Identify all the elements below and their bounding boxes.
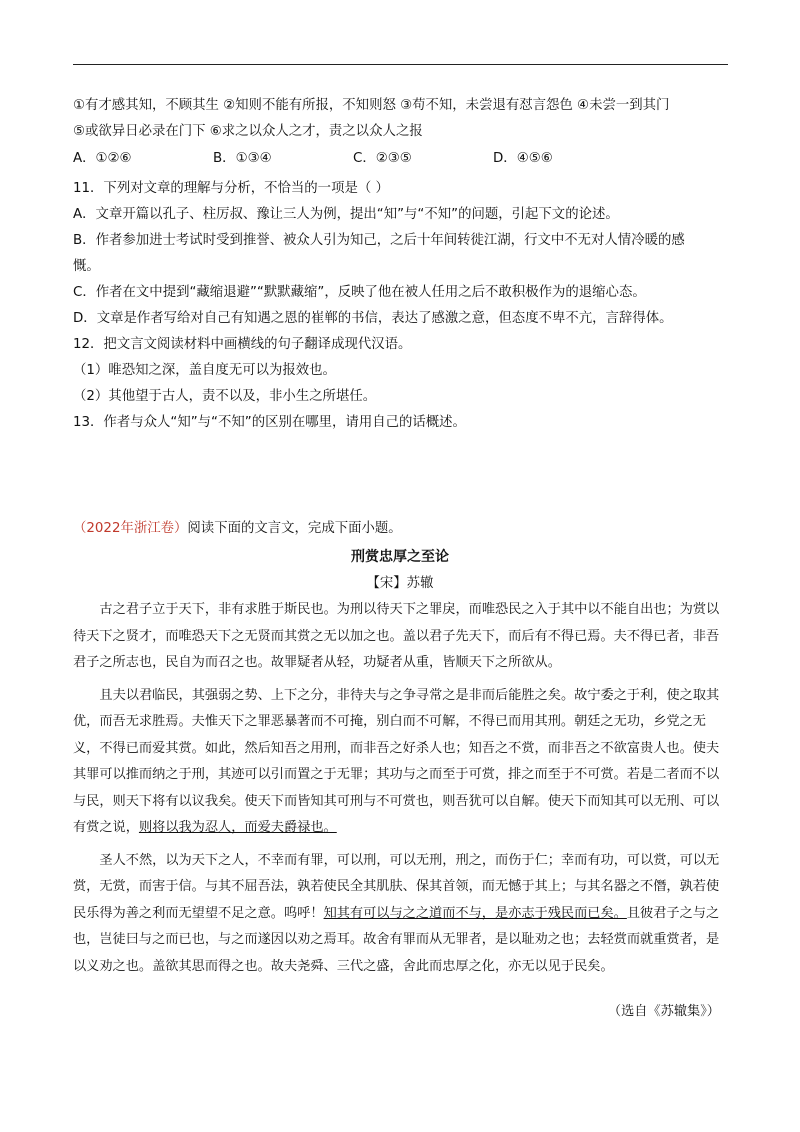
q11-option-a: A．文章开篇以孔子、柱厉叔、豫让三人为例，提出“知”与“不知”的问题，引起下文的论述。 — [73, 207, 619, 222]
passage-paragraph-3 — [73, 848, 728, 981]
question-12 — [73, 334, 728, 407]
q10-line-1: ①有才感其知，不顾其生 ②知则不能有所报，不知则怒 ③苟不知，未尝退有怼言怨色 ④未尝一到其门 — [73, 98, 670, 113]
q11-stem: 11．下列对文章的理解与分析，不恰当的一项是（ ） — [73, 181, 389, 196]
q11-option-d: D．文章是作者写给对自己有知遇之恩的崔郸的书信，表达了感激之意，但态度不卑不亢，言辞得体。 — [73, 311, 673, 326]
question-10-choices — [73, 95, 728, 169]
underlined-sentence-2: 知其有可以与之之道而不与，是亦志于残民而已矣。 — [323, 905, 627, 921]
q10-option-b: B．①③④ — [213, 151, 272, 166]
passage-title: 刑赏忠厚之至论 — [351, 549, 449, 565]
passage-paragraph-1: 古之君子立于天下，非有求胜于斯民也。为刑以待天下之罪戾，而唯恐民之入于其中以不能自出也；为赏以待天下之贤才，而唯恐天下之无贤而其赏之无以加之也。盖以君子先天下，而后有不得已焉。夫不得已者，非吾君子之所志也，民自为而召之也。故罪疑者从轻，功疑者从重，皆顺天下之所欲从。 — [73, 602, 720, 670]
q12-sentence-1: （1）唯恐知之深，盖自度无可以为报效也。 — [73, 363, 336, 378]
q11-option-b-line2: 慨。 — [73, 259, 100, 274]
question-11 — [73, 178, 728, 329]
question-13 — [73, 412, 728, 433]
p3-text-b: 且彼君子之与之也，岂徒曰与之而已也，与之而遂因以劝之焉耳。故舍有罪而从无罪者，是以耻劝之也；去轻赏而就重赏者，是以义劝之也。盖欲其思而得之也。故夫尧舜、三代之盛，舍此而忠厚之化，亦无以见于民矣。 — [73, 905, 720, 974]
intro-text: 阅读下面的文言文，完成下面小题。 — [187, 521, 402, 536]
p2-text: 且夫以君临民，其强弱之势、上下之分，非待夫与之争寻常之是非而后能胜之矣。故宁委之于利，使之取其优，而吾无求胜焉。夫惟天下之罪恶暴著而不可掩，别白而不可解，不得已而用其刑。朝廷之无功，乡党之无义，不得已而爱其赏。如此，然后知吾之用刑，而非吾之好杀人也；知吾之不赏，而非吾之不欲富贵人也。使夫其罪可以推而纳之于刑，其迹可以引而置之于无罪；其功与之而至于可赏，排之而至于不可赏。若是二者而不以与民，则天下将有以议我矣。使天下而皆知其可刑与不可赏也，则吾犹可以自解。使天下而知其可以无刑、可以有赏之说， — [73, 687, 720, 835]
p3-text-a: 圣人不然，以为天下之人，不幸而有罪，可以刑，可以无刑，刑之，而伤于仁；幸而有功，可以赏，可以无赏，无赏，而害于信。与其不屈吾法，孰若使民全其肌肤、保其首领，而无憾于其上；与其名器之不僭，孰若使民乐得为善之利而无望望不足之意。呜呼！ — [73, 852, 720, 921]
passage-paragraph-2 — [73, 683, 728, 842]
passage-reference: （选自《苏辙集》） — [607, 1004, 720, 1019]
header-rule — [73, 64, 728, 65]
passage-author: 【宋】苏辙 — [366, 576, 434, 591]
underlined-sentence-1: 则将以我为忍人，而爱夫爵禄也。 — [138, 820, 337, 835]
exam-source: （2022年浙江卷） — [73, 521, 188, 536]
q10-option-d: D．④⑤⑥ — [493, 151, 553, 166]
q10-option-c: C．②③⑤ — [353, 151, 412, 166]
passage-body — [73, 597, 728, 986]
q11-option-b-line1: B．作者参加进士考试时受到推誉、被众人引为知己，之后十年间转徙江湖，行文中不无对人情冷暖的感 — [73, 233, 685, 248]
q12-stem: 12．把文言文阅读材料中画横线的句子翻译成现代汉语。 — [73, 337, 412, 352]
q10-line-2: ⑤或欲异日必录在门下 ⑥求之以众人之才，责之以众人之报 — [73, 124, 423, 139]
q12-sentence-2: （2）其他望于古人，责不以及，非小生之所堪任。 — [73, 389, 377, 404]
q11-option-c: C．作者在文中提到“藏缩退避”“默默藏缩”，反映了他在被人任用之后不敢积极作为的退缩心态。 — [73, 285, 646, 300]
q13-stem: 13．作者与众人“知”与“不知”的区别在哪里，请用自己的话概述。 — [73, 415, 466, 430]
q10-options — [73, 148, 728, 169]
passage-intro — [73, 518, 728, 539]
q10-option-a: A．①②⑥ — [73, 151, 132, 166]
